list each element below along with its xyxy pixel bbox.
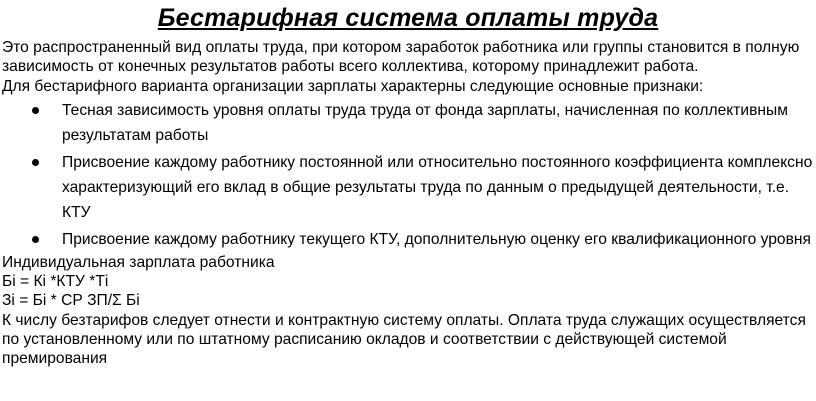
features-list	[2, 98, 814, 252]
formula-base-salary: Бi = Кi *КТУ *Тi	[2, 273, 109, 291]
salary-section	[2, 253, 814, 369]
list-item-text: Тесная зависимость уровня оплаты труда труда от фонда зарплаты, начисленная по коллективным результатам работы	[62, 101, 788, 144]
list-item	[2, 98, 814, 148]
features-intro: Для бестарифного варианта организации зарплаты характерны следующие основные признаки:	[2, 77, 704, 95]
slide-title: Бестарифная система оплаты труда	[157, 4, 659, 32]
list-item	[2, 150, 814, 225]
bullet-icon	[32, 159, 39, 166]
intro-paragraph: Это распространенный вид оплаты труда, при котором заработок работника или группы становится в полную зависимость от конечных результатов работы всего коллектива, которому принадлежит работа.	[2, 39, 800, 76]
slide-body	[2, 38, 814, 369]
list-item-text: Присвоение каждому работнику постоянной или относительно постоянного коэффициента комплексно характеризующий его вклад в общие результаты труда по данным о предыдущей деятельности, т.е. КТУ	[62, 153, 813, 221]
closing-paragraph: К числу безтарифов следует отнести и контрактную систему оплаты. Оплата труда служащих осуществляется по установленному или по штатному расписанию окладов и соответствии с действующей системой премирования	[2, 311, 806, 368]
bullet-icon	[32, 236, 39, 243]
bullet-icon	[32, 107, 39, 114]
salary-heading: Индивидуальная зарплата работника	[2, 253, 275, 271]
formula-salary: Зi = Бi * СР ЗП/Σ Бi	[2, 292, 140, 310]
list-item	[2, 227, 814, 252]
list-item-text: Присвоение каждому работнику текущего КТУ, дополнительную оценку его квалификационного уровня	[62, 230, 811, 248]
